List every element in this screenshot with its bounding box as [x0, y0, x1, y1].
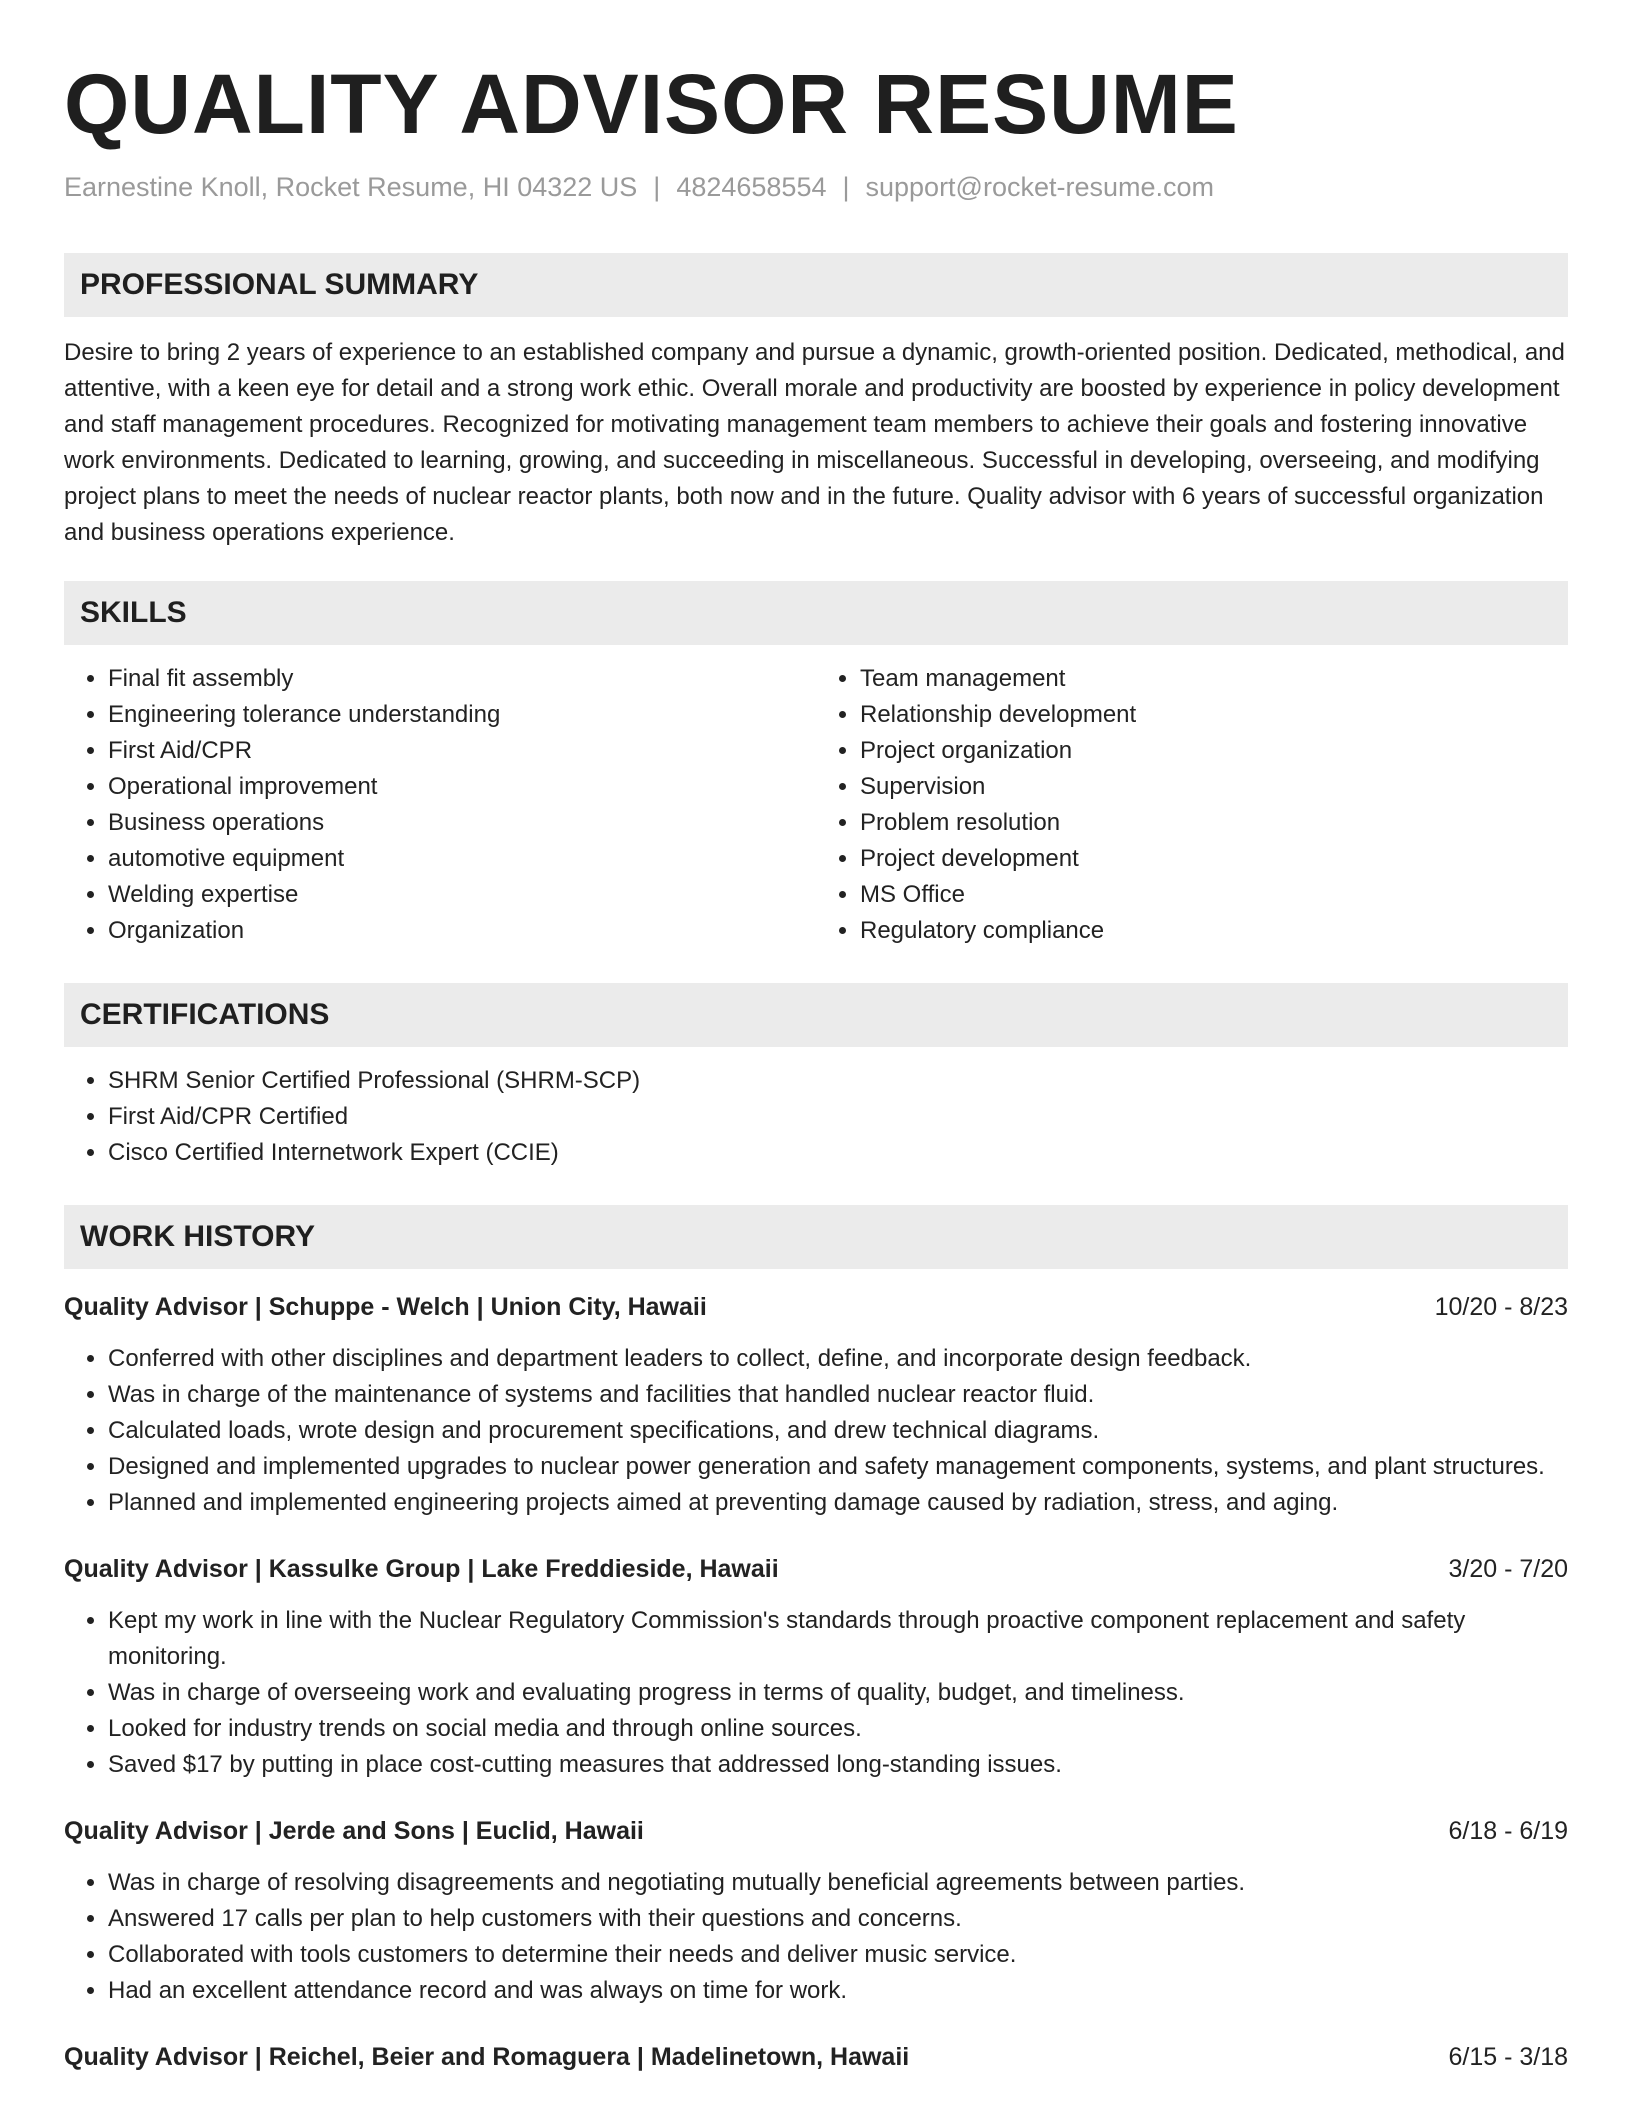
contact-email: support@rocket-resume.com [865, 172, 1215, 202]
skills-columns [64, 661, 1568, 949]
job-bullet: • Answered 17 calls per plan to help customers with their questions and concerns. [108, 1901, 1568, 1937]
summary-heading: PROFESSIONAL SUMMARY [64, 253, 1568, 317]
resume-title: QUALITY ADVISOR RESUME [64, 57, 1239, 151]
contact-phone: 4824658554 [676, 172, 827, 202]
skill-item: • Problem resolution [860, 805, 1568, 841]
skill-item: • Relationship development [860, 697, 1568, 733]
skill-item: • MS Office [860, 877, 1568, 913]
job-bullet: • Looked for industry trends on social media and through online sources. [108, 1711, 1568, 1747]
job-dates: 6/15 - 3/18 [1448, 2043, 1568, 2071]
job-title: Quality Advisor | Reichel, Beier and Romaguera | Madelinetown, Hawaii [64, 2043, 910, 2071]
skill-item: • Team management [860, 661, 1568, 697]
certification-item: • First Aid/CPR Certified [108, 1099, 1568, 1135]
job-entry [64, 1289, 1568, 1521]
job-dates: 3/20 - 7/20 [1448, 1555, 1568, 1583]
job-entry [64, 1813, 1568, 2009]
job-dates: 10/20 - 8/23 [1434, 1293, 1568, 1321]
skill-item: • Welding expertise [108, 877, 816, 913]
certifications-heading: CERTIFICATIONS [64, 983, 1568, 1047]
job-bullet: • Conferred with other disciplines and department leaders to collect, define, and incorporate design feedback. [108, 1341, 1568, 1377]
skill-item: • Supervision [860, 769, 1568, 805]
certification-item: • SHRM Senior Certified Professional (SHRM-SCP) [108, 1063, 1568, 1099]
summary-text: Desire to bring 2 years of experience to an established company and pursue a dynamic, growth-oriented position. Dedicated, methodical, and attentive, with a keen eye for detail and a strong work ethic. Overall morale and productivity are boosted by experience in policy development and staff management procedures. Recognized for motivating management team members to achieve their goals and fostering innovative work environments. Dedicated to learning, growing, and succeeding in miscellaneous. Successful in developing, overseeing, and modifying project plans to meet the needs of nuclear reactor plants, both now and in the future. Quality advisor with 6 years of successful organization and business operations experience. [64, 339, 1565, 546]
job-dates: 6/18 - 6/19 [1448, 1817, 1568, 1845]
job-bullet: • Was in charge of the maintenance of systems and facilities that handled nuclear reactor fluid. [108, 1377, 1568, 1413]
job-bullet: • Planned and implemented engineering projects aimed at preventing damage caused by radiation, stress, and aging. [108, 1485, 1568, 1521]
contact-separator: | [653, 172, 661, 202]
skill-item: • Project development [860, 841, 1568, 877]
contact-line [64, 172, 1568, 203]
skills-left-list [64, 661, 816, 949]
skill-item: • Regulatory compliance [860, 913, 1568, 949]
skill-item: • Operational improvement [108, 769, 816, 805]
contact-address: Earnestine Knoll, Rocket Resume, HI 04322 US [64, 172, 638, 202]
skill-item: • automotive equipment [108, 841, 816, 877]
job-header [64, 2039, 1568, 2075]
job-header [64, 1551, 1568, 1587]
job-bullet: • Collaborated with tools customers to determine their needs and deliver music service. [108, 1937, 1568, 1973]
job-bullet: • Kept my work in line with the Nuclear Regulatory Commission's standards through proactive component replacement and safety monitoring. [108, 1603, 1568, 1675]
skill-item: • Project organization [860, 733, 1568, 769]
job-bullet: • Was in charge of overseeing work and evaluating progress in terms of quality, budget, and timeliness. [108, 1675, 1568, 1711]
job-bullet: • Calculated loads, wrote design and procurement specifications, and drew technical diagrams. [108, 1413, 1568, 1449]
job-entry [64, 2039, 1568, 2075]
skill-item: • Engineering tolerance understanding [108, 697, 816, 733]
skills-right-list [816, 661, 1568, 949]
job-title: Quality Advisor | Schuppe - Welch | Union City, Hawaii [64, 1293, 707, 1321]
job-bullet: • Designed and implemented upgrades to nuclear power generation and safety management components, systems, and plant structures. [108, 1449, 1568, 1485]
job-bullet: • Had an excellent attendance record and was always on time for work. [108, 1973, 1568, 2009]
skill-item: • Organization [108, 913, 816, 949]
job-bullet: • Saved $17 by putting in place cost-cutting measures that addressed long-standing issues. [108, 1747, 1568, 1783]
job-header [64, 1289, 1568, 1325]
skill-item: • Business operations [108, 805, 816, 841]
job-bullets [64, 1341, 1568, 1521]
certification-item: • Cisco Certified Internetwork Expert (CCIE) [108, 1135, 1568, 1171]
job-bullet: • Was in charge of resolving disagreements and negotiating mutually beneficial agreements between parties. [108, 1865, 1568, 1901]
job-entry [64, 1551, 1568, 1783]
job-title: Quality Advisor | Jerde and Sons | Euclid, Hawaii [64, 1817, 644, 1845]
job-header [64, 1813, 1568, 1849]
certifications-list [64, 1063, 1568, 1171]
skills-heading: SKILLS [64, 581, 1568, 645]
job-title: Quality Advisor | Kassulke Group | Lake Freddieside, Hawaii [64, 1555, 779, 1583]
contact-separator: | [842, 172, 850, 202]
skill-item: • Final fit assembly [108, 661, 816, 697]
job-bullets [64, 1865, 1568, 2009]
work-history-heading: WORK HISTORY [64, 1205, 1568, 1269]
job-bullets [64, 1603, 1568, 1783]
skill-item: • First Aid/CPR [108, 733, 816, 769]
